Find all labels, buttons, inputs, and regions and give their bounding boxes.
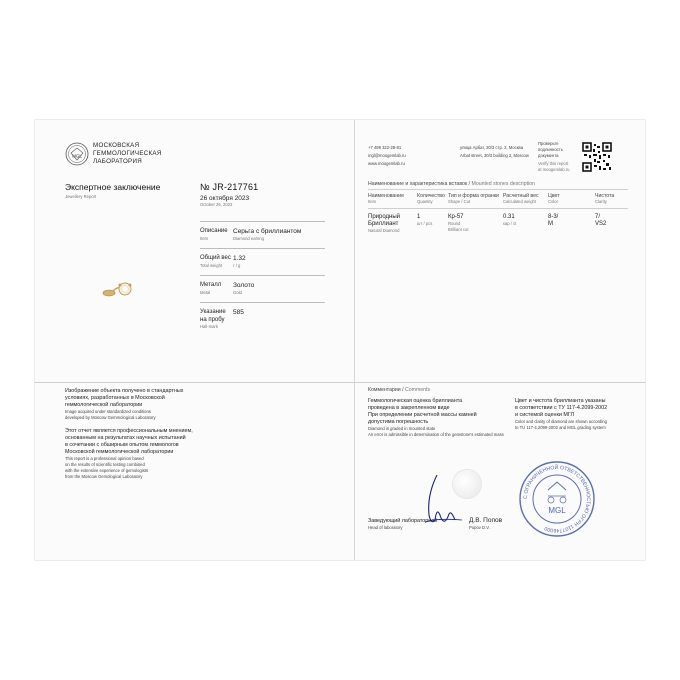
org-name-line3: ЛАБОРАТОРИЯ [93, 158, 143, 165]
col-cut: Тип и форма огранки [448, 193, 499, 199]
verify-en-line2: at moogemlab.ru [538, 167, 570, 172]
lab-logo [65, 142, 89, 171]
report-title-en: Jewellery Report [65, 194, 97, 199]
row-clarity: 7/ [595, 214, 601, 220]
field-hallmark-label-en: Hall-mark [200, 324, 218, 329]
qr-code-icon [582, 142, 612, 172]
note2-en-line1: This report is a professional opinion based [65, 456, 144, 461]
note1-line3: геммологической лаборатории [65, 402, 143, 408]
stamp-image [518, 460, 596, 538]
note2-en-line3: with the extensive experience of gemologists [65, 468, 149, 473]
row-qty-unit: шт / pcs [417, 221, 433, 226]
svg-text:MGL: MGL [72, 153, 82, 159]
head-title: Заведующий лабораторией [368, 518, 438, 524]
note2-en-line2: on the results of scientific testing combined [65, 462, 145, 467]
row-weight: 0.31 [503, 214, 515, 220]
field-item-label-en: Item [200, 236, 209, 241]
mgl-logo-icon [65, 142, 89, 166]
col-qty-en: Quantity [417, 199, 433, 204]
comments-title: Комментарии / Comments [368, 387, 431, 393]
contact-email: mgl@moogemlab.ru [368, 153, 406, 158]
col-color: Цвет [548, 193, 560, 199]
verify-line2: подлинность [538, 147, 563, 152]
report-date-en: October 26, 2023 [200, 202, 233, 207]
note1-line2: условиях, разработанных в Московской [65, 395, 165, 401]
note2-en-line4: from the Moscow Gemological Laboratory [65, 474, 143, 479]
note1-en-line1: Image acquired under standardized conditions [65, 409, 151, 414]
comment1-line2: проведена в закрепленном виде [368, 405, 450, 411]
comment1-line3: При определении расчетной массы камней [368, 412, 477, 418]
address-ru: улица Арбат, 30/3 стр. 2, Москва [460, 145, 524, 150]
report-title: Экспертное заключение [65, 182, 161, 192]
comment1-line1: Геммологическая оценка бриллианта [368, 398, 463, 404]
col-clarity-en: Clarity [595, 199, 607, 204]
col-cut-en: Shape / Cut [448, 199, 471, 204]
field-hallmark-label: Указание [200, 309, 226, 315]
col-weight: Расчетный вес [503, 193, 539, 199]
comment1-en-line1: Diamond is graded in mounted state [368, 426, 436, 431]
col-qty: Количество [417, 193, 445, 199]
comment2-en-line1: Color and clarity of diamond are shown according [515, 419, 607, 424]
comment2-line1: Цвет и чистота бриллианта указаны [515, 398, 606, 404]
field-item-label: Описание [200, 228, 228, 234]
comment1-line4: допустима погрешность [368, 419, 429, 425]
hologram-sticker [453, 470, 481, 498]
lab-stamp [518, 460, 596, 543]
comment1-en-line2: An error is admissible in determination of the gemstone's estimated mass [368, 432, 504, 437]
head-name: Д.В. Попов [469, 517, 503, 524]
note1-en-line2: developed by Moscow Gemmological Laboratory [65, 415, 156, 420]
field-item-value-en: Diamond earring [233, 236, 264, 241]
earring-image [95, 275, 145, 305]
note1-line1: Изображение объекта получено в стандартных [65, 388, 184, 394]
field-metal-value-en: Gold [233, 290, 242, 295]
field-weight-unit: г / g [233, 263, 241, 268]
note2-line1: Этот отчет является профессиональным мнением, [65, 428, 193, 434]
address-en: Arbat street, 30/3 building 2, Moscow [460, 153, 529, 158]
col-item: Наименование [368, 193, 404, 199]
verify-en-line1: Verify this report [538, 161, 569, 166]
head-name-en: Popov D.V. [469, 525, 490, 530]
field-metal-label-en: Metal [200, 290, 211, 295]
comment2-en-line2: to TU 117-4.2099-2002 and MGL grading system [515, 425, 606, 430]
field-hallmark-label2: на пробу [200, 317, 225, 323]
field-weight-label: Общий вес [200, 255, 231, 261]
earring-photo [95, 275, 145, 310]
field-metal-label: Металл [200, 282, 222, 288]
note2-line3: в сочетании с обширным опытом геммологов [65, 442, 179, 448]
contact-phone: +7 499 322-28-81 [368, 145, 402, 150]
comment2-line3: и системой оценки МГЛ [515, 412, 575, 418]
field-weight-label-en: Total weight [200, 263, 223, 268]
head-title-en: Head of laboratory [368, 525, 403, 530]
field-metal-value: Золото [233, 282, 255, 289]
row-cut: Кр-57 [448, 214, 464, 220]
report-number: № JR-217761 [200, 182, 259, 192]
comment2-line2: в соответствии с ТУ 117-4.2099-2002 [515, 405, 608, 411]
col-clarity: Чистота [595, 193, 615, 199]
verify-line3: документа [538, 153, 559, 158]
row-color2: M [548, 221, 553, 227]
row-qty: 1 [417, 214, 421, 220]
verify-line1: Проверьте [538, 141, 559, 146]
contact-site: www.moogemlab.ru [368, 161, 405, 166]
row-item-line1: Природный [368, 214, 401, 220]
col-weight-en: Calculated weight [503, 199, 537, 204]
row-weight-unit: кар / ct [503, 221, 517, 226]
row-color: 8-3/ [548, 214, 559, 220]
row-clarity2: VS2 [595, 221, 607, 227]
field-hallmark-value: 585 [233, 309, 244, 316]
org-name-line1: МОСКОВСКАЯ [93, 142, 140, 149]
row-cut-en1: Round [448, 221, 461, 226]
row-cut-en2: Brilliant cut [448, 227, 469, 232]
page-fold [354, 120, 355, 560]
col-color-en: Color [548, 199, 559, 204]
row-item-line2: Бриллиант [368, 221, 399, 227]
svg-text:С ОГРАНИЧЕННОЙ ОТВЕТСТВЕННОСТЬ: С ОГРАНИЧЕННОЙ ОТВЕТСТВЕННОСТЬЮ ОГРН 1107746000 [522, 464, 592, 534]
stones-title: Наименование и характеристика вставок / Mounted stones description [368, 181, 535, 187]
jewellery-report-document [35, 120, 645, 560]
note2-line4: Московской геммологической лаборатории [65, 449, 174, 455]
field-item-value: Серьга с бриллиантом [233, 228, 302, 235]
col-item-en: Item [368, 199, 377, 204]
note2-line2: основанным на результатах научных испытаний [65, 435, 186, 441]
org-name-line2: ГЕММОЛОГИЧЕСКАЯ [93, 150, 162, 157]
row-item-en: Natural Diamond [368, 228, 400, 233]
qr-code[interactable] [582, 142, 612, 177]
report-date: 26 октября 2023 [200, 195, 250, 202]
svg-text:MGL: MGL [548, 506, 566, 515]
field-weight-value: 1.32 [233, 255, 246, 262]
